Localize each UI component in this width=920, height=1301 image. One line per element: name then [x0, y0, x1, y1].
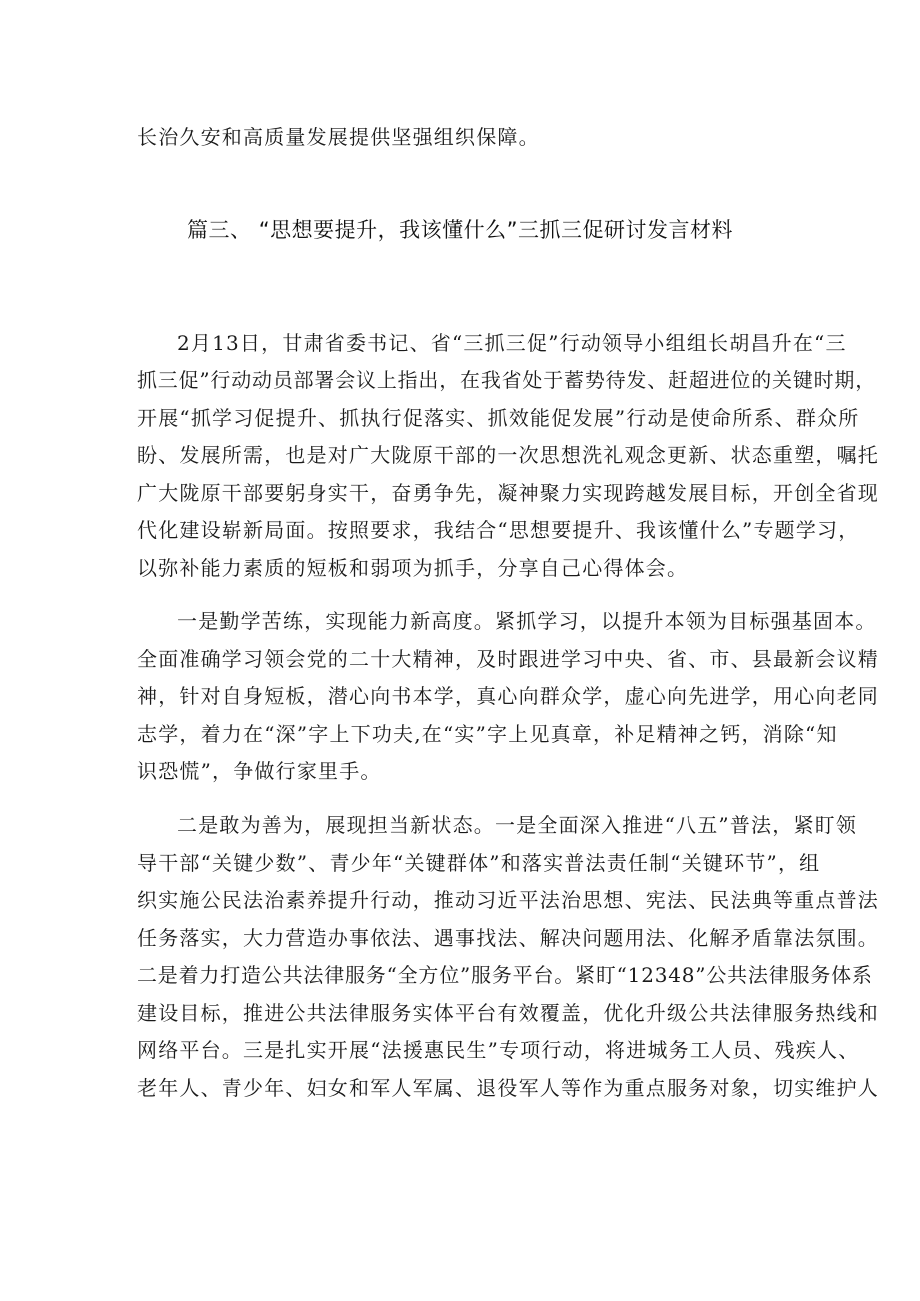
paragraph-line: 2月13日，甘肃省委书记、省“三抓三促”行动领导小组组长胡昌升在“三 [177, 331, 847, 355]
section-title: 篇三、 “思想要提升，我该懂什么”三抓三促研讨发言材料 [187, 218, 733, 242]
paragraph-line: 一是勤学苦练，实现能力新高度。紧抓学习，以提升本领为目标强基固本。 [177, 609, 877, 633]
paragraph-line: 代化建设崭新局面。按照要求，我结合“思想要提升、我该懂什么”专题学习， [137, 518, 860, 542]
paragraph-line: 老年人、青少年、妇女和军人军属、退役军人等作为重点服务对象，切实维护人 [137, 1076, 879, 1100]
paragraph-line: 二是敢为善为，展现担当新状态。一是全面深入推进“八五”普法，紧盯领 [177, 813, 858, 837]
paragraph-line: 二是着力打造公共法律服务“全方位”服务平台。紧盯“12348”公共法律服务体系 [137, 963, 873, 987]
paragraph-line: 以弥补能力素质的短板和弱项为抓手，分享自己心得体会。 [137, 556, 689, 580]
paragraph-line: 神，针对自身短板，潜心向书本学，真心向群众学，虚心向先进学，用心向老同 [137, 684, 879, 708]
paragraph-line: 广大陇原干部要躬身实干，奋勇争先，凝神聚力实现跨越发展目标，开创全省现 [137, 481, 879, 505]
paragraph-line: 织实施公民法治素养提升行动，推动习近平法治思想、宪法、民法典等重点普法 [137, 888, 879, 912]
paragraph-line: 导干部“关键少数”、青少年“关键群体”和落实普法责任制“关键环节”，组 [137, 851, 821, 875]
paragraph-line: 全面准确学习领会党的二十大精神，及时跟进学习中央、省、市、县最新会议精 [137, 647, 879, 671]
paragraph-line: 抓三促”行动动员部署会议上指出，在我省处于蓄势待发、赶超进位的关键时期， [137, 368, 877, 392]
paragraph-line: 志学，着力在“深”字上下功夫,在“实”字上见真章，补足精神之钙，消除“知 [137, 722, 838, 746]
paragraph-line: 任务落实，大力营造办事依法、遇事找法、解决问题用法、化解矛盾靠法氛围。 [137, 926, 879, 950]
paragraph-line: 识恐慌”，争做行家里手。 [137, 759, 382, 783]
paragraph-line: 开展“抓学习促提升、抓执行促落实、抓效能促发展”行动是使命所系、群众所 [137, 406, 860, 430]
continuation-text: 长治久安和高质量发展提供坚强组织保障。 [137, 125, 540, 149]
paragraph-line: 建设目标，推进公共法律服务实体平台有效覆盖，优化升级公共法律服务热线和 [137, 1001, 879, 1025]
paragraph-line: 网络平台。三是扎实开展“法援惠民生”专项行动，将进城务工人员、残疾人、 [137, 1038, 860, 1062]
paragraph-line: 盼、发展所需，也是对广大陇原干部的一次思想洗礼观念更新、状态重塑，嘱托 [137, 443, 879, 467]
